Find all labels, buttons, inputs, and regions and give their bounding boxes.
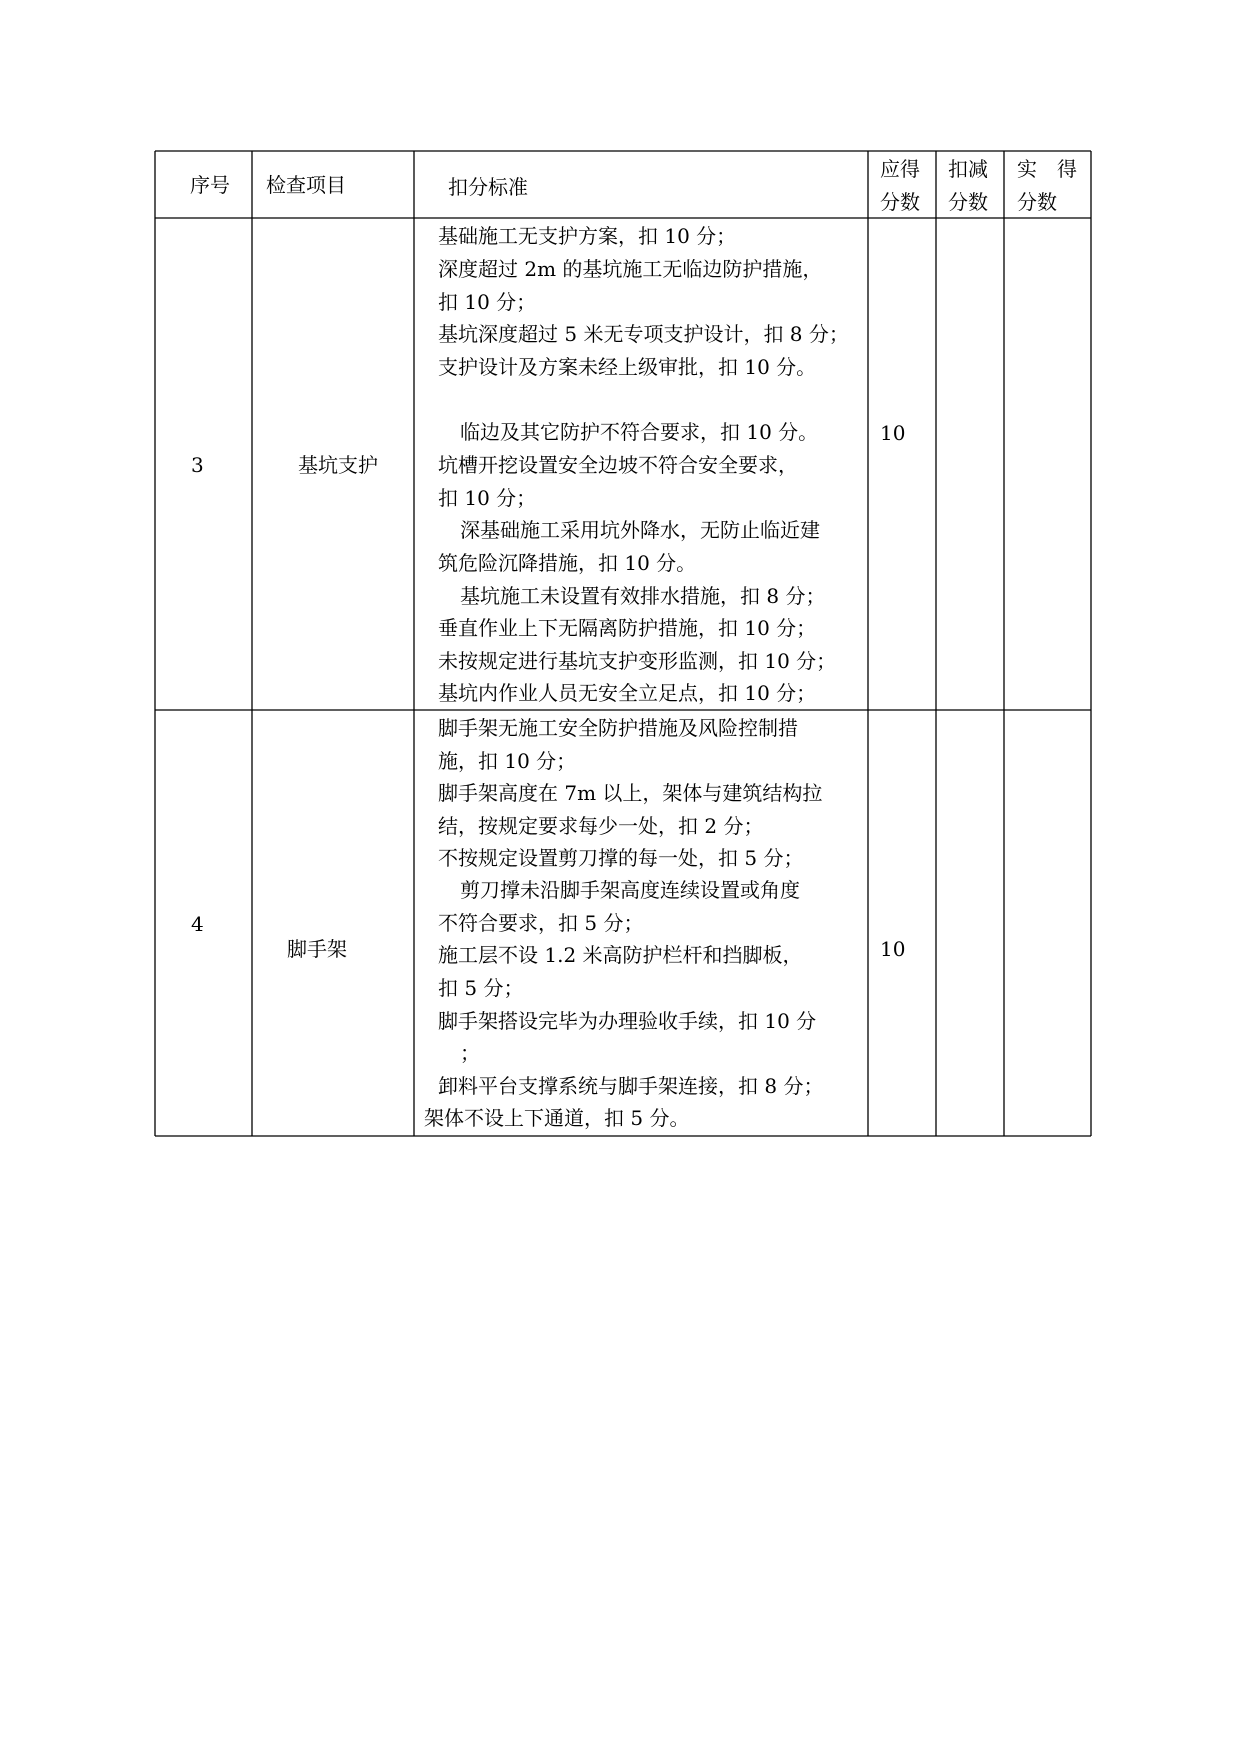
standard-line: 垂直作业上下无隔离防护措施，扣 10 分； [438,616,817,640]
standard-line: 剪刀撑未沿脚手架高度连续设置或角度 [460,878,800,902]
header-should-score-line1: 应得 [880,157,920,181]
standard-line: 施工层不设 1.2 米高防护栏杆和挡脚板， [438,943,803,967]
row-score: 10 [880,421,906,445]
standard-line: 未按规定进行基坑支护变形监测，扣 10 分； [438,649,837,673]
standard-line: 施，扣 10 分； [438,749,577,773]
standard-line: 基坑施工未设置有效排水措施，扣 8 分； [460,584,826,608]
row-seq: 4 [191,912,204,936]
header-seq: 序号 [190,173,230,197]
standard-line: 扣 5 分； [438,976,524,1000]
standard-line: 卸料平台支撑系统与脚手架连接，扣 8 分； [438,1074,824,1098]
header-deduct-line2: 分数 [948,190,988,214]
header-standard: 扣分标准 [448,175,528,199]
header-actual-line2: 分数 [1017,190,1057,214]
standard-line: 深基础施工采用坑外降水，无防止临近建 [460,518,820,542]
header-item: 检查项目 [266,173,346,197]
standard-line: 脚手架高度在 7m 以上，架体与建筑结构拉 [438,781,823,805]
standard-line: 支护设计及方案未经上级审批，扣 10 分。 [438,355,817,379]
standard-line: 脚手架无施工安全防护措施及风险控制措 [438,716,798,740]
standard-line: 不符合要求，扣 5 分； [438,911,644,935]
standard-line: 扣 10 分； [438,486,537,510]
header-deduct-line1: 扣减 [948,157,988,181]
standard-line: 不按规定设置剪刀撑的每一处，扣 5 分； [438,846,804,870]
standard-line: 临边及其它防护不符合要求，扣 10 分。 [460,420,819,444]
standard-line: 扣 10 分； [438,290,537,314]
standard-line: 结，按规定要求每少一处，扣 2 分； [438,814,764,838]
row-item: 脚手架 [287,937,347,961]
row-item: 基坑支护 [298,453,378,477]
row-score: 10 [880,937,906,961]
row-seq: 3 [191,453,204,477]
standard-line: 基坑内作业人员无安全立足点，扣 10 分； [438,681,817,705]
header-should-score-line2: 分数 [880,190,920,214]
standard-line: ； [460,1041,480,1065]
standard-line: 坑槽开挖设置安全边坡不符合安全要求， [438,453,798,477]
standard-line: 基坑深度超过 5 米无专项支护设计，扣 8 分； [438,322,849,346]
standard-line: 基础施工无支护方案，扣 10 分； [438,224,737,248]
standard-line: 筑危险沉降措施，扣 10 分。 [438,551,697,575]
standard-line: 脚手架搭设完毕为办理验收手续，扣 10 分 [438,1009,817,1033]
standard-line: 架体不设上下通道，扣 5 分。 [424,1106,690,1130]
standard-line: 深度超过 2m 的基坑施工无临边防护措施， [438,257,823,281]
header-actual-line1: 实 得 [1017,157,1077,181]
